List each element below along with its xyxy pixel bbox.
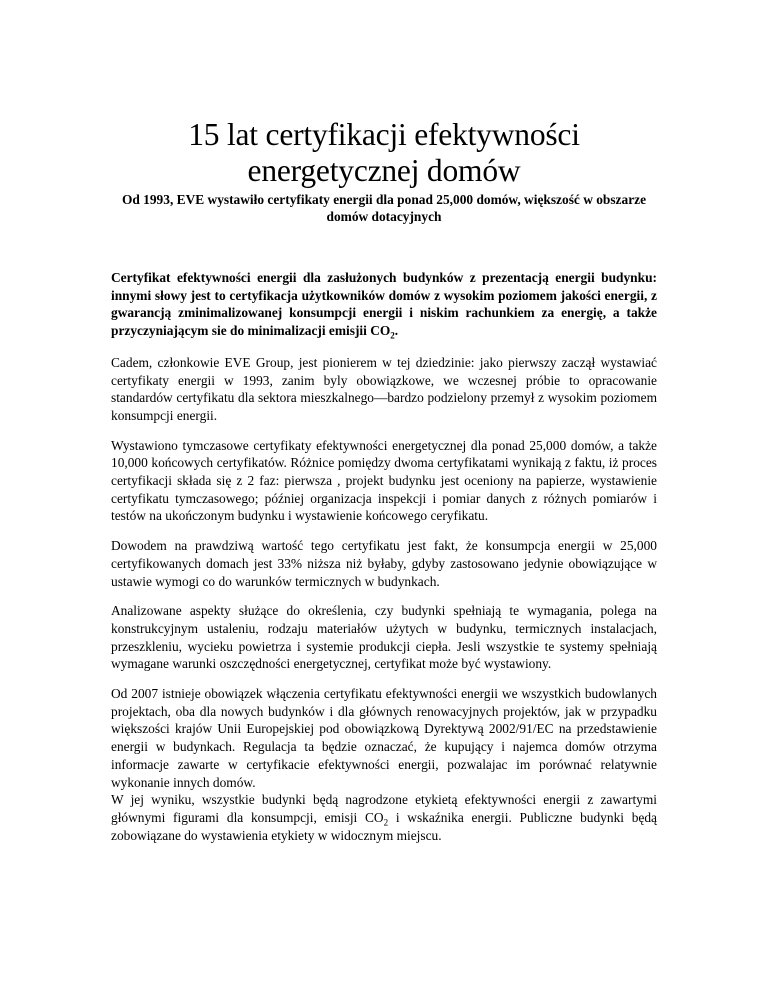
paragraph-analyzed-aspects: Analizowane aspekty służące do określenia, czy budynki spełniają te wymagania, polega na konstrukcyjnym ustaleniu, rodzaju materiałów użytych w budynku, termicznych instalacjach, przeszkleniu, wycieku powietrza i systemie produkcji ciepła. Jesli wszystkie te systemy spełniają wymagane warunki oszczędności energetycznej, certyfikat może być wystawiony. [111,603,657,672]
document-subtitle: Od 1993, EVE wystawiło certyfikaty energii dla ponad 25,000 domów, większość w obszarze domów dotacyjnych [121,192,647,224]
label-text-before: W jej wyniku, wszystkie budynki będą nagrodzone etykietą efektywności energii z zawartymi głównymi figurami dla konsumpcji, emisji CO [111,792,657,825]
document-title [111,117,657,189]
title-line-2: energetycznej domów [247,153,521,188]
paragraph-certificates-issued: Wystawiono tymczasowe certyfikaty efektywności energetycznej dla ponad 25,000 domów, a także 10,000 końcowych certyfikatów. Różnice pomiędzy dwoma certyfikatami wynikają z faktu, iż proces certyfikacji składa się z 2 faz: pierwsza , projekt budynku jest oceniony na papierze, wystawienie certyfikatu tymczasowego; później organizacja inspekcji i pomiar danych z różnych pomiarów i testów na ukończonym budynku i wystawienie końcowego ceryfikatu. [111,437,657,524]
paragraph-energy-label [111,791,657,844]
label-co2-subscript: 2 [383,817,389,828]
intro-end: . [394,323,399,339]
document-content [111,117,657,844]
title-line-1: 15 lat certyfikacji efektywności [188,117,580,152]
paragraph-cadem: Cadem, członkowie EVE Group, jest pionierem w tej dziedzinie: jako pierwszy zaczął wystawiać certyfikaty energii w 1993, zanim byly obowiązkowe, we wczesnej próbie to opracowanie standardów certyfikatu dla sektora mieszkalnego—bardzo podzielony przemył z wysokim poziomem konsumpcji energii. [111,354,657,423]
paragraph-proof-of-value: Dowodem na prawdziwą wartość tego certyfikatu jest fakt, że konsumpcja energii w 25,000 certyfikowanych domach jest 33% niższa niż byłaby, gdyby zastosowano jedynie obowiązujące w ustawie wymogi co do warunków termicznych w budynkach. [111,538,657,589]
intro-paragraph [111,269,657,340]
intro-text: Certyfikat efektywności energii dla zasłużonych budynków z prezentacją energii budynku: innymi słowy jest to certyfikacja użytkowników domów z wysokim poziomem jakości energii, z gwarancją zminimalizowanej konsumpcji energii i niskim rachunkiem za energię, a także przyczyniającym sie do minimalizacji emisjii CO [111,270,657,339]
paragraph-obligation-2007: Od 2007 istnieje obowiązek włączenia certyfikatu efektywności energii we wszystkich budowlanych projektach, oba dla nowych budynków i dla głównych renowacyjnych projektów, jak w przypadku większości krajów Unii Europejskiej pod obowiązkową Dyrektywą 2002/91/EC na przedstawienie energii w budynkach. Regulacja ta będzie oznaczać, że kupujący i najemca domów otrzyma informacje zawarte w certyfikacie efektywności energii, pozwalajac im porównać relatywnie wykonanie innych domów. [111,686,657,790]
label-text-after: i wskaźnika energii. Publiczne budynki będą zobowiązane do wystawienia etykiety w widocznym miejscu. [111,809,657,843]
intro-co2-subscript: 2 [390,330,395,341]
